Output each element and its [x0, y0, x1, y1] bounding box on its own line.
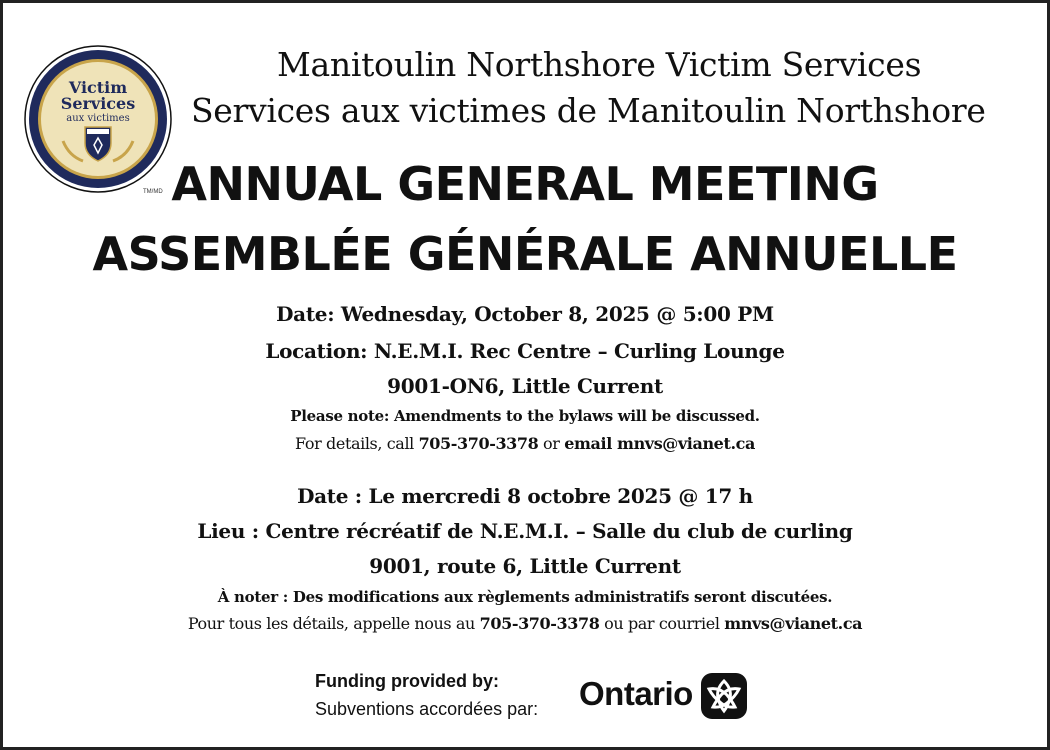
details-en-mid: or: [538, 434, 565, 453]
details-fr-mid: ou par courriel: [599, 614, 725, 633]
details-en: [3, 434, 1047, 453]
org-name-en: Manitoulin Northshore Victim Services: [277, 45, 922, 84]
funding-label-fr: Subventions accordées par:: [315, 699, 539, 719]
org-name-fr: Services aux victimes de Manitoulin Northshore: [191, 91, 986, 130]
logo-text-aux-victimes: aux victimes: [66, 113, 130, 124]
heading-en: ANNUAL GENERAL MEETING: [171, 157, 879, 211]
phone-fr[interactable]: 705-370-3378: [479, 614, 600, 633]
address-fr: 9001, route 6, Little Current: [369, 554, 681, 578]
details-fr: [3, 614, 1047, 633]
note-en: Please note: Amendments to the bylaws will be discussed.: [290, 407, 760, 425]
date-en: Date: Wednesday, October 8, 2025 @ 5:00 PM: [276, 302, 774, 326]
location-fr: Lieu : Centre récréatif de N.E.M.I. – Salle du club de curling: [197, 519, 853, 543]
email-en[interactable]: email mnvs@vianet.ca: [564, 434, 755, 453]
logo-text-services: Services: [60, 94, 136, 113]
date-fr: Date : Le mercredi 8 octobre 2025 @ 17 h: [297, 484, 753, 508]
note-fr: À noter : Des modifications aux règlements administratifs seront discutées.: [217, 588, 833, 606]
heading-fr: ASSEMBLÉE GÉNÉRALE ANNUELLE: [92, 227, 958, 281]
funding-label-en: Funding provided by:: [315, 671, 499, 691]
logo-text-victim: Victim: [68, 78, 128, 97]
phone-en[interactable]: 705-370-3378: [418, 434, 539, 453]
details-fr-prefix: Pour tous les détails, appelle nous au: [187, 614, 480, 633]
address-en: 9001-ON6, Little Current: [387, 374, 663, 398]
ontario-wordmark: Ontario: [579, 675, 693, 712]
trademark-mark: TM/MD: [143, 189, 163, 195]
details-en-prefix: For details, call: [295, 434, 419, 453]
location-en: Location: N.E.M.I. Rec Centre – Curling Lounge: [265, 339, 785, 363]
email-fr[interactable]: mnvs@vianet.ca: [724, 614, 863, 633]
ontario-trillium-icon: [701, 673, 747, 719]
